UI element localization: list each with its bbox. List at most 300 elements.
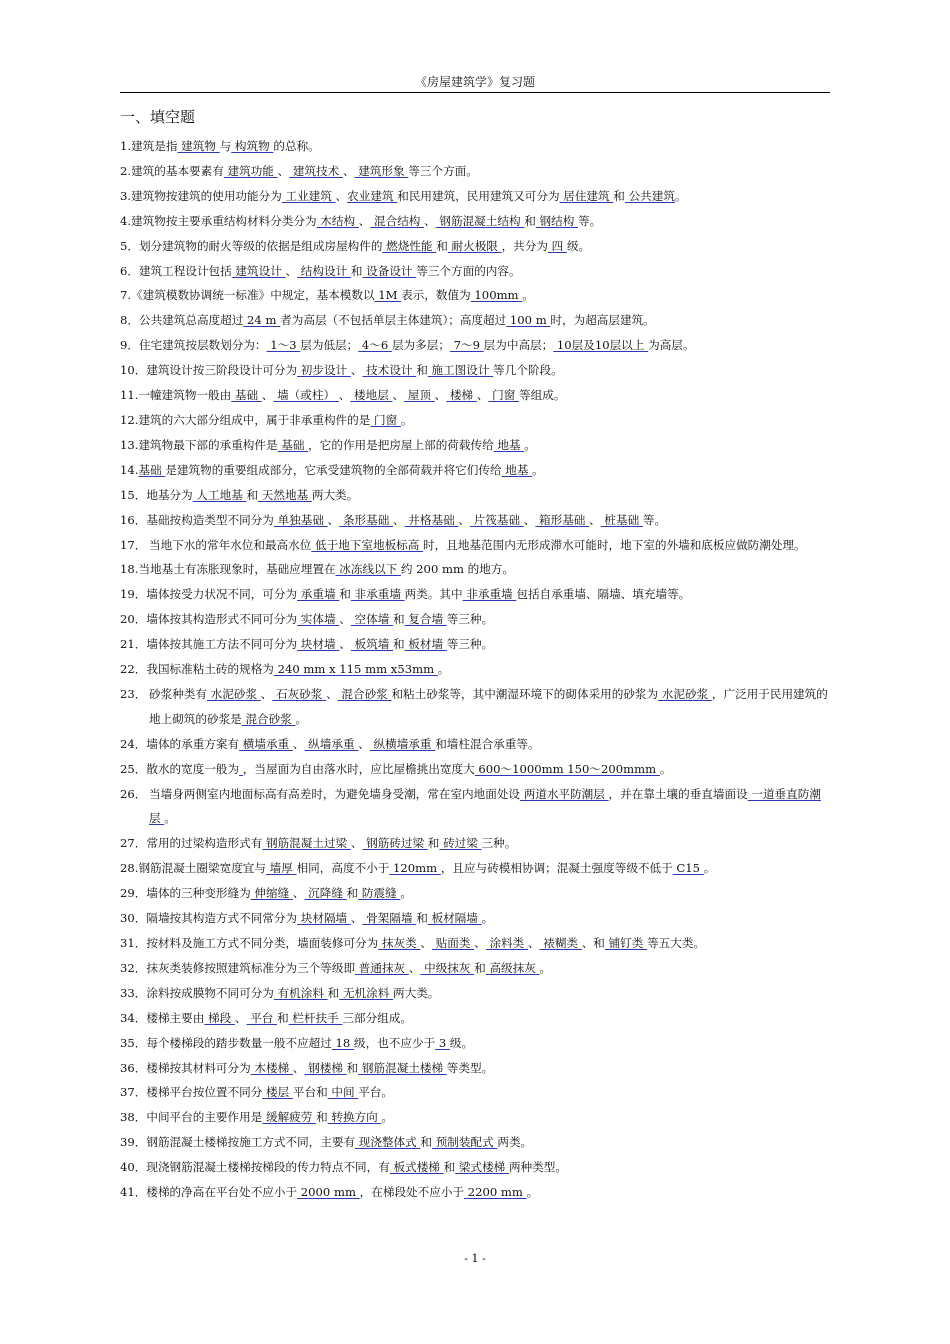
question-fragment: 和 [246,487,259,502]
question-item [120,283,832,308]
question-fragment: 、 [338,388,351,403]
question-fragment: 和 [420,1135,433,1150]
question-text [131,283,832,308]
question-fragment: 、 [474,936,486,950]
question-number: 1. [120,139,132,153]
question-fragment: 。 [381,1110,394,1125]
question-fragment: 、 [393,512,405,527]
answer-blank: 楼地层 [350,388,393,403]
question-number: 27． [120,836,147,851]
answer-blank: 井格基础 [404,512,459,527]
question-fragment: 和粘土砂浆等，其中潮湿环境下的砌体采用的砂浆为 [391,686,659,701]
question-fragment: 和 [346,886,359,901]
answer-blank: 冰冻线以下 [335,562,401,577]
question-fragment: 、 [358,213,371,228]
question-fragment: 层为中高层； [483,338,554,353]
question-fragment: 时，为超高层建筑。 [550,313,655,328]
question-fragment: 三部分组成。 [342,1010,413,1025]
answer-blank: 纵墙承重 [304,736,359,751]
question-item [120,1056,832,1081]
answer-blank: 铺钉类 [604,936,648,950]
question-number: 9． [120,338,139,353]
answer-blank: 钢楼梯 [304,1060,347,1075]
question-fragment: 、 [350,363,363,378]
question-fragment: 和 [393,637,405,652]
question-number: 28. [120,861,139,876]
question-fragment: 等三个方面的内容。 [416,263,521,278]
question-fragment: 地基分为 [146,487,193,502]
answer-blank: 防震缝 [358,886,401,901]
question-text [146,881,832,906]
question-number: 30． [120,911,147,926]
question-item [120,508,832,533]
question-fragment: 和 [350,263,363,278]
answer-blank: 基础 [231,388,262,403]
question-item [120,981,832,1006]
question-fragment: 建筑工程设计包括 [138,263,232,278]
question-text [146,931,832,956]
question-fragment: 等。 [642,512,667,527]
question-item [120,1080,832,1105]
question-fragment: 、 [350,836,363,851]
answer-blank: 2200 mm [464,1185,527,1200]
question-item [120,582,832,607]
question-fragment: 涂料按成膜物不同可分为 [146,985,274,1000]
question-fragment: 、 [339,637,351,652]
question-fragment: 两大类。 [393,985,440,1000]
question-text [131,159,832,184]
question-fragment: 为高层。 [648,338,695,353]
answer-blank: 钢筋混凝土过梁 [262,836,351,851]
answer-blank: 4～6 [358,338,392,353]
question-text [146,632,832,657]
question-fragment: 公共建筑总高度超过 [138,313,244,328]
question-fragment: 。 [539,960,552,975]
question-fragment: 。 [522,288,534,303]
answer-blank: 1～3 [266,338,301,353]
answer-blank: 板式楼梯 [389,1160,444,1175]
answer-blank: 低于地下室地板标高 [311,537,424,552]
question-fragment: 每个楼梯段的踏步数量一般不应超过 [146,1035,332,1050]
answer-blank: 缓解疲劳 [262,1110,317,1125]
question-fragment: 。 [400,886,413,901]
answer-blank: 钢结构 [535,213,578,228]
answer-blank: 100 m [506,313,551,328]
question-number: 21． [120,637,147,652]
question-text [149,682,832,732]
question-fragment: 平台。 [358,1085,394,1100]
question-text [131,134,832,159]
answer-blank: 技术设计 [362,363,417,378]
answer-blank: 工业建筑 [281,188,336,203]
question-fragment: 建筑是指 [131,139,178,153]
answer-blank: 基础 [138,462,166,477]
question-fragment: 一幢建筑物一般由 [138,388,232,403]
answer-blank: 墙（或柱） [273,388,339,403]
answer-blank: 建筑功能 [223,163,278,178]
question-item [120,1155,832,1180]
question-fragment: 两类。其中 [404,587,463,602]
question-fragment: 等三种。 [446,612,494,627]
question-item [120,657,832,682]
question-fragment: 等五大类。 [647,936,706,950]
question-fragment: 建筑物最下部的承重构件是 [138,437,278,452]
question-fragment: 中间平台的主要作用是 [146,1110,263,1125]
question-fragment: 级。 [566,238,591,253]
question-item [120,1031,832,1056]
answer-blank: 涂料类 [485,936,528,950]
question-fragment: 层为多层； [391,338,450,353]
question-fragment: 层为低层； [300,338,359,353]
question-fragment: 等组成。 [519,388,566,403]
section-title: 一、填空题 [120,108,196,126]
question-number: 8． [120,313,139,328]
question-number: 31． [120,936,147,950]
answer-blank: 片筏基础 [469,512,524,527]
question-fragment: 、 [292,886,305,901]
question-fragment: 和 [436,238,448,253]
question-text [131,209,832,234]
question-number: 18. [120,562,139,577]
question-fragment: 。 [295,711,308,726]
question-item [120,234,832,259]
answer-blank: 钢筋混凝土结构 [435,213,525,228]
question-fragment: 建筑设计按三阶段设计可分为 [146,363,298,378]
question-fragment: 等三个方面。 [408,163,478,178]
question-fragment: 抹灰类装修按照建筑标准分为三个等级即 [146,960,356,975]
question-item [120,782,832,832]
question-text [138,433,832,458]
question-number: 10． [120,363,147,378]
question-item [120,931,832,956]
answer-blank: 门窗 [488,388,520,403]
question-fragment: 我国标准粘土砖的规格为 [146,662,274,677]
question-number: 4. [120,213,132,228]
question-item [120,632,832,657]
answer-blank: 7～9 [449,338,484,353]
answer-blank: 板材隔墙 [427,911,482,926]
question-fragment: 散水的宽度一般为 [146,761,240,776]
answer-blank: 现浇整体式 [355,1135,421,1150]
answer-blank: 石灰砂浆 [272,686,327,701]
question-fragment: 墙体按受力状况不同，可分为 [146,587,298,602]
question-text [139,308,832,333]
question-fragment: 、 [408,960,421,975]
question-text [146,1056,832,1081]
question-fragment: 砂浆种类有 [149,686,207,701]
question-fragment: 现浇钢筋混凝土楼梯按梯段的传力特点不同，有 [146,1160,390,1175]
question-fragment: 、 [424,213,436,228]
answer-blank: 复合墙 [404,612,447,627]
question-fragment: 。 [164,811,176,826]
question-fragment: 两类。 [497,1135,533,1150]
answer-blank: 建筑形象 [354,163,409,178]
question-item [120,557,832,582]
question-fragment: 包括自承重墙、隔墙、填充墙等。 [516,587,691,602]
question-fragment: 和 [443,1160,456,1175]
question-fragment: ，共分为 [501,238,548,253]
question-item [120,906,832,931]
answer-blank: 楼梯 [446,388,477,403]
question-fragment: 、 [292,736,305,751]
answer-blank: 水泥砂浆 [206,686,261,701]
question-fragment: 当地下水的常年水位和最高水位 [149,537,312,552]
answer-blank: 耐火极限 [447,238,502,253]
question-fragment: 和 [474,960,486,975]
question-fragment: 、 [327,512,340,527]
question-item [120,308,832,333]
answer-blank: 钢筋砖过梁 [362,836,428,851]
question-fragment: 、和 [581,936,605,950]
question-text [138,458,832,483]
question-text [139,333,832,358]
answer-blank: 混合结构 [370,213,425,228]
answer-blank: 中间 [327,1085,359,1100]
answer-blank: 基础 [277,437,309,452]
question-fragment: 当墙身两侧室内地面标高有高差时，为避免墙身受潮，常在室内地面处设 [149,786,521,801]
question-number: 2. [120,163,132,178]
question-number: 24． [120,736,147,751]
answer-blank: 普通抹灰 [355,960,409,975]
question-fragment: 等。 [578,213,602,228]
question-text [138,383,832,408]
question-fragment: 、 [342,163,355,178]
question-fragment: 和 [393,612,405,627]
question-text [146,607,832,632]
question-fragment: 。 [532,462,544,477]
question-number: 34． [120,1010,147,1025]
question-text [146,1105,832,1130]
question-fragment: 、 [292,1060,305,1075]
question-item [120,483,832,508]
question-fragment: 、 [326,686,338,701]
question-fragment: 与 [219,139,232,153]
answer-blank: 600～1000mm 150～200mmm [474,761,660,776]
question-fragment: 。 [400,412,413,427]
answer-blank: 屋顶 [404,388,435,403]
question-number: 38． [120,1110,147,1125]
question-fragment: 。 [437,662,450,677]
question-fragment: 。 [524,437,536,452]
answer-blank: 地基 [501,462,533,477]
answer-blank: 梯段 [204,1010,235,1025]
question-fragment: ，广泛用于民用建筑的地上砌筑的砂浆是 [149,686,828,726]
answer-blank: 骨架隔墙 [362,911,417,926]
question-number: 19． [120,587,147,602]
question-fragment: 、 [476,388,489,403]
question-fragment: 。 [659,761,672,776]
question-fragment: 、 [285,263,298,278]
question-fragment: 相同，高度不小于 [296,861,390,876]
question-fragment: 住宅建筑按层数划分为： [138,338,267,353]
answer-blank: 单独基础 [273,512,328,527]
answer-blank: 块材隔墙 [297,911,351,926]
question-fragment: 钢筋混凝土圈梁宽度宜与 [138,861,266,876]
answer-blank: 伸缩缝 [250,886,293,901]
question-text [139,234,832,259]
question-fragment: 、 [458,512,470,527]
question-fragment: 两大类。 [311,487,359,502]
question-fragment: ，它的作用是把房屋上部的荷载传给 [308,437,494,452]
question-fragment: 楼梯平台按位置不同分 [146,1085,263,1100]
question-item [120,1180,832,1205]
answer-blank: 设备设计 [362,263,417,278]
answer-blank: C15 [672,861,704,876]
question-fragment: 两种类型。 [508,1160,567,1175]
answer-blank: 18 [331,1035,354,1050]
question-fragment: 是建筑物的重要组成部分，它承受建筑物的全部荷载并将它们传给 [165,462,502,477]
question-item [120,881,832,906]
question-fragment: 。 [526,1185,539,1200]
question-text [146,831,832,856]
question-item [120,134,832,159]
question-text [146,1155,832,1180]
question-number: 26． [120,786,147,801]
question-text [131,184,832,209]
question-item [120,458,832,483]
question-text [138,557,832,582]
question-number: 16． [120,512,147,527]
answer-blank: 条形基础 [339,512,394,527]
question-fragment: 约 200 mm 的地方。 [400,562,515,577]
question-fragment: 、 [523,512,536,527]
question-fragment: 和 [416,911,428,926]
answer-blank: 门窗 [370,412,401,427]
question-fragment: ，并在靠土壤的垂直墙面设 [608,786,748,801]
question-text [146,1006,832,1031]
question-item [120,408,832,433]
answer-blank: 抹灰类 [378,936,421,950]
question-item [120,607,832,632]
answer-blank: 混合砂浆 [241,711,296,726]
question-item [120,956,832,981]
question-text [146,981,832,1006]
question-item [120,1006,832,1031]
question-fragment: 时，且地基范围内无形成滞水可能时，地下室的外墙和底板应做防潮处理。 [423,537,806,552]
answer-blank: 农业建筑 [347,188,398,203]
question-fragment: 和 [327,985,340,1000]
question-fragment: 、 [260,686,273,701]
question-text [146,582,832,607]
question-fragment: 等三种。 [446,637,494,652]
answer-blank: 2000 mm [297,1185,360,1200]
question-text [146,358,832,383]
question-fragment: 常用的过梁构造形式有 [146,836,263,851]
answer-blank: 建筑技术 [289,163,343,178]
question-fragment: 楼梯的净高在平台处不应小于 [146,1185,298,1200]
answer-blank: 纵横墙承重 [369,736,436,751]
question-number: 12. [120,412,139,427]
answer-blank: 24 m [243,313,281,328]
question-fragment: 、 [527,936,540,950]
question-item [120,159,832,184]
question-number: 6． [120,263,139,278]
question-fragment: 。 [481,911,494,926]
question-text [146,906,832,931]
answer-blank: 实体墙 [297,612,340,627]
question-text [146,657,832,682]
answer-blank: 木结构 [316,213,359,228]
question-text [146,956,832,981]
question-fragment: 、 [261,388,274,403]
question-number: 20． [120,612,147,627]
question-fragment: 墙体的承重方案有 [146,736,240,751]
question-fragment: 、 [339,612,351,627]
answer-blank: 3 [435,1035,450,1050]
answer-blank: 1M [374,288,402,303]
question-fragment: 表示，数值为 [401,288,471,303]
question-fragment: 楼梯主要由 [146,1010,205,1025]
answer-blank: 板材墙 [404,637,447,652]
answer-blank: 建筑物 [177,139,220,153]
answer-blank: 空体墙 [350,612,394,627]
answer-blank: 非承重墙 [350,587,405,602]
question-fragment: 、 [358,736,370,751]
answer-blank: 贴面类 [432,936,475,950]
question-text [149,782,832,832]
question-item [120,333,832,358]
question-number: 11. [120,388,139,403]
answer-blank: 钢筋混凝土楼梯 [358,1060,447,1075]
question-text [146,732,832,757]
question-number: 14. [120,462,139,477]
question-item [120,383,832,408]
question-fragment: 、 [234,1010,247,1025]
question-item [120,184,832,209]
question-fragment: 建筑的六大部分组成中，属于非承重构件的是 [138,412,371,427]
question-fragment: 基础按构造类型不同分为 [146,512,274,527]
answer-blank: 四 [547,238,567,253]
question-fragment: 和 [339,587,351,602]
question-text [146,1180,832,1205]
answer-blank: 墙厚 [266,861,297,876]
answer-blank: 100mm [470,288,523,303]
answer-blank: 横墙承重 [239,736,293,751]
question-item [120,1130,832,1155]
answer-blank: 两道水平防潮层 [520,786,609,801]
question-item [120,1105,832,1130]
question-number: 7. [120,288,132,303]
question-text [146,1031,832,1056]
question-text [146,483,832,508]
question-fragment: 和墙柱混合承重等。 [435,736,540,751]
question-text [149,533,832,558]
question-fragment: 建筑的基本要素有 [131,163,224,178]
header-rule [120,92,830,93]
question-fragment: 等类型。 [446,1060,494,1075]
question-number: 32． [120,960,147,975]
question-fragment: 、 [420,936,433,950]
question-text [146,1130,832,1155]
question-item [120,533,832,558]
question-fragment: 和 [316,1110,328,1125]
question-number: 25． [120,761,147,776]
question-fragment: 建筑物按主要承重结构材料分类分为 [131,213,317,228]
question-fragment: 墙体按其构造形式不同可分为 [146,612,298,627]
question-fragment: 钢筋混凝土楼梯按施工方式不同，主要有 [146,1135,356,1150]
question-fragment: 《建筑模数协调统一标准》中规定，基本模数以 [131,288,375,303]
question-fragment: 级。 [449,1035,474,1050]
question-fragment: 。 [703,861,716,876]
question-number: 39． [120,1135,147,1150]
question-fragment: 的总称。 [273,139,320,153]
answer-blank: 人工地基 [192,487,247,502]
answer-blank: 120mm [389,861,441,876]
question-fragment: 、 [434,388,447,403]
question-number: 22． [120,662,147,677]
question-fragment: 、 [335,188,348,203]
answer-blank: 非承重墙 [462,587,517,602]
